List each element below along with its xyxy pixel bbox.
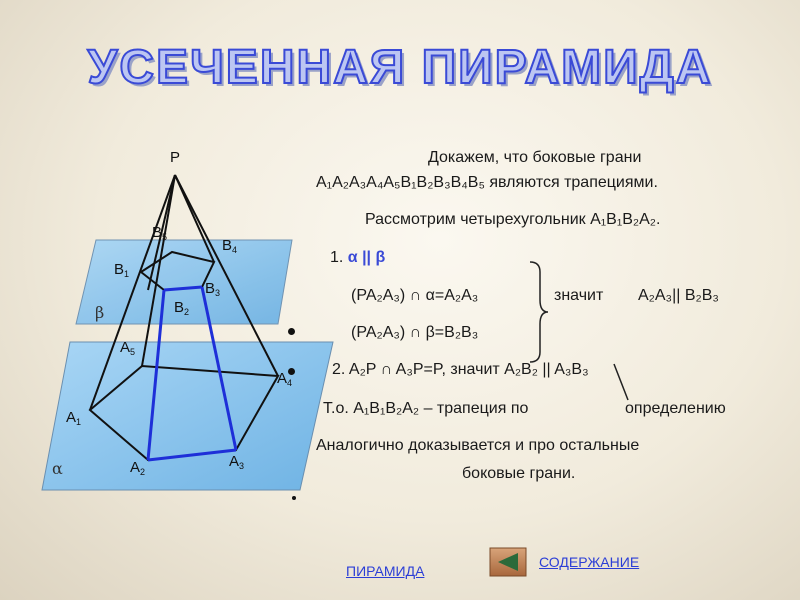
page-title: УСЕЧЕННАЯ ПИРАМИДА [87,41,713,94]
label-a2: $A_2$ [130,459,146,477]
label-b4: $B_4$ [222,237,238,255]
text-line-9: Аналогично доказывается и про остальные [316,437,640,454]
faces-formula: A₁A₂A₃A₄A₅B₁B₂B₃B₄B₅ [316,174,485,191]
pyramid-link[interactable]: ПИРАМИДА [346,563,425,579]
label-beta: β [95,303,105,322]
pointer-line [614,364,628,400]
label-b3: $B_3$ [205,280,221,298]
bullet-dot [288,368,295,375]
label-b2: $B_2$ [174,299,190,317]
text-znachit: значит [554,287,604,304]
text-line-6: (PA₂A₃) ∩ β=B₂B₃ [351,324,479,341]
label-b5: $B_5$ [152,224,168,242]
faces-tail: являются трапециями. [484,174,658,191]
bullet-dot [288,328,295,335]
step-number: 1. [330,249,344,266]
label-a3: $A_3$ [229,453,245,471]
text-line-8a: Т.о. A₁B₁B₂A₂ – трапеция по [323,400,529,417]
text-result: A₂A₃|| B₂B₃ [638,287,719,304]
label-a5: $A_5$ [120,339,136,357]
text-line-7: 2. A₂P ∩ A₃P=P, значит A₂B₂ || A₃B₃ [332,361,589,378]
parallel-planes: α || β [347,249,386,266]
label-b1: $B_1$ [114,261,130,279]
bullet-dot [292,496,296,500]
curly-brace [530,262,548,362]
back-button[interactable] [489,547,527,577]
text-line-2 [316,174,658,192]
text-line-5: (PA₂A₃) ∩ α=A₂A₃ [351,287,479,304]
plane-alpha [42,342,333,490]
text-line-3: Рассмотрим четырехугольник A₁B₁B₂A₂. [365,211,661,228]
contents-link[interactable]: СОДЕРЖАНИЕ [539,554,640,570]
label-alpha: α [52,459,63,478]
text-line-4 [330,249,385,267]
back-arrow-icon [489,547,527,577]
text-line-8b: определению [625,400,726,417]
label-a4: $A_4$ [277,370,293,388]
text-line-1: Докажем, что боковые грани [428,149,642,166]
text-line-10: боковые грани. [462,465,576,482]
label-p: P [170,149,181,166]
label-a1: $A_1$ [66,409,82,427]
